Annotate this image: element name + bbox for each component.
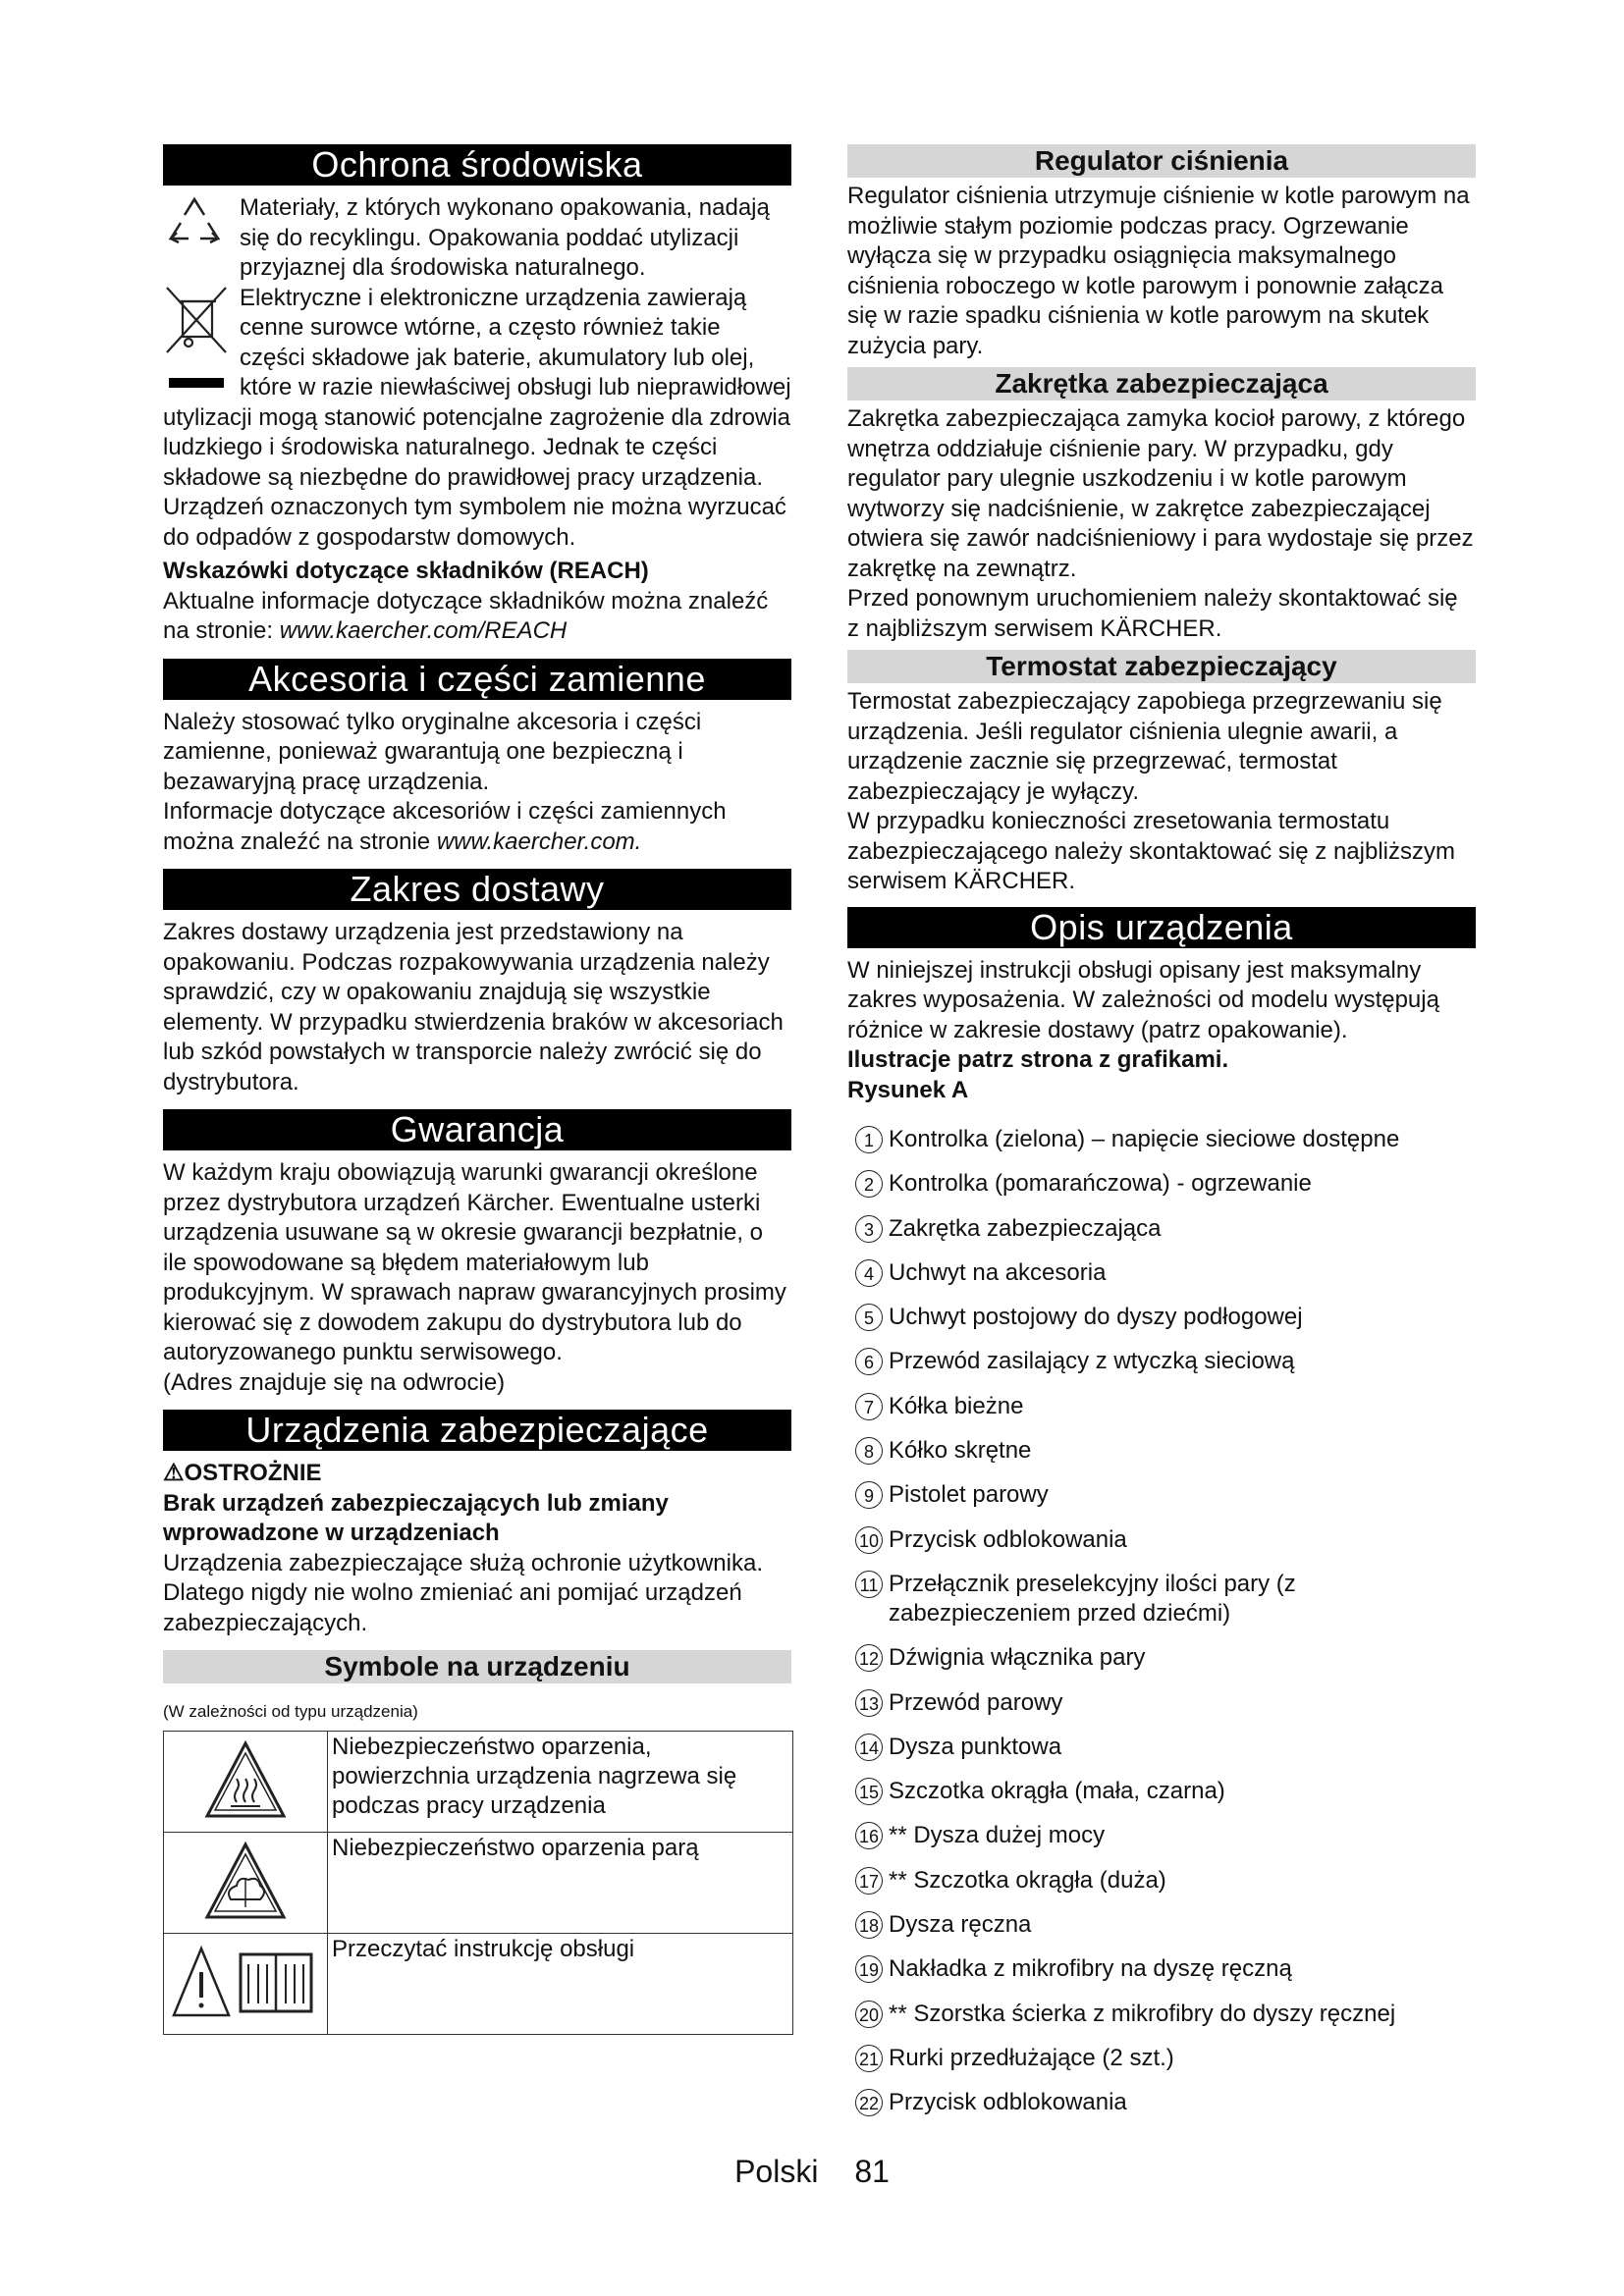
item-number-badge: 16 — [855, 1822, 883, 1849]
scope-paragraph: Zakres dostawy urządzenia jest przedstawiony na opakowaniu. Podczas rozpakowywania urządzenia należy sprawdzić, czy w opakowaniu znajdują się wszystkie elementy. W przypadku stwierdzenia braków w akcesoriach lub szkód powstałych w transporcie należy zwrócić się do dystrybutora. — [163, 919, 784, 1095]
acc-text: Informacje dotyczące akcesoriów i części zamiennych można znaleźć na stronie — [163, 798, 727, 855]
warranty-paragraph-2: (Adres znajduje się na odwrocie) — [163, 1368, 506, 1396]
legend-item — [847, 1866, 1476, 1896]
legend-item — [847, 1169, 1476, 1199]
heading-warranty: Gwarancja — [163, 1109, 791, 1150]
cap-paragraph-1: Zakrętka zabezpieczająca zamyka kocioł parowy, z którego wnętrza oddziałuje ciśnienie pary. W przypadku, gdy regulator pary ulegnie uszkodzeniu i w kotle parowym wytworzy się nadciśnienie, w zakrętce zabezpieczającej otwiera się zawór nadciśnieniowy i para wydostaje się przez zakrętkę na zewnątrz. — [847, 405, 1474, 582]
symbol-text-2: Niebezpieczeństwo oparzenia parą — [328, 1833, 793, 1934]
regulator-paragraph: Regulator ciśnienia utrzymuje ciśnienie w kotle parowym na możliwie stałym poziomie podczas pracy. Ogrzewanie wyłącza się w przypadku osiągnięcia maksymalnego ciśnienia roboczego w kotle parowym i ponownie załącza się w razie spadku ciśnienia w kotle parowym na skutek zużycia pary. — [847, 183, 1470, 359]
item-number-badge: 8 — [855, 1437, 883, 1465]
legend-item — [847, 1436, 1476, 1466]
symbol-text-1: Niebezpieczeństwo oparzenia, powierzchnia urządzenia nagrzewa się podczas pracy urządzenia — [328, 1732, 793, 1833]
item-number-badge: 6 — [855, 1348, 883, 1375]
legend-item — [847, 1303, 1476, 1332]
item-number-badge: 13 — [855, 1689, 883, 1717]
item-number-badge: 15 — [855, 1778, 883, 1805]
item-label: ** Szczotka okrągła (duża) — [889, 1866, 1166, 1894]
item-label: Kółko skrętne — [889, 1437, 1032, 1465]
item-number-badge: 19 — [855, 1955, 883, 1983]
heading-environment: Ochrona środowiska — [163, 144, 791, 186]
legend-item — [847, 1954, 1476, 1984]
heading-symbols: Symbole na urządzeniu — [163, 1650, 791, 1683]
legend-item — [847, 1347, 1476, 1376]
hot-surface-icon — [164, 1732, 328, 1833]
steam-hazard-icon — [164, 1833, 328, 1934]
item-label: Przewód parowy — [889, 1688, 1063, 1716]
item-label: Przełącznik preselekcyjny ilości pary (z zabezpieczeniem przed dziećmi) — [889, 1570, 1296, 1627]
legend-item — [847, 1570, 1476, 1629]
safety-paragraph-1: Urządzenia zabezpieczające służą ochronie użytkownika. — [163, 1549, 763, 1576]
thermostat-paragraph-2: W przypadku konieczności zresetowania termostatu zabezpieczającego należy skontaktować się z najbliższym serwisem KÄRCHER. — [847, 808, 1455, 894]
item-number-badge: 14 — [855, 1734, 883, 1761]
item-label: Uchwyt postojowy do dyszy podłogowej — [889, 1304, 1303, 1331]
legend-item — [847, 1821, 1476, 1850]
legend-item — [847, 1643, 1476, 1673]
crossed-bin-icon — [163, 284, 234, 401]
weee-block — [163, 284, 791, 554]
item-number-badge: 1 — [855, 1126, 883, 1153]
cap-paragraph-2: Przed ponownym uruchomieniem należy skontaktować się z najbliższym serwisem KÄRCHER. — [847, 585, 1458, 642]
safety-paragraph-2: Dlatego nigdy nie wolno zmieniać ani pomijać urządzeń zabezpieczających. — [163, 1579, 742, 1636]
item-number-badge: 11 — [855, 1571, 883, 1598]
heading-device-description: Opis urządzenia — [847, 907, 1476, 948]
item-number-badge: 17 — [855, 1867, 883, 1895]
legend-item — [847, 1910, 1476, 1940]
symbols-note: (W zależności od typu urządzenia) — [163, 1702, 418, 1721]
legend-item — [847, 1777, 1476, 1806]
page-footer — [0, 2154, 1624, 2190]
figure-label: Rysunek A — [847, 1076, 969, 1103]
heading-pressure-regulator: Regulator ciśnienia — [847, 144, 1476, 178]
item-number-badge: 18 — [855, 1911, 883, 1939]
warranty-paragraph-1: W każdym kraju obowiązują warunki gwarancji określone przez dystrybutora urządzeń Kärcher. Ewentualne usterki urządzenia usuwane są w okresie gwarancji bezpłatnie, o ile spowodowane są błędem materiałowym lub produkcyjnym. W sprawach napraw gwarancyjnych prosimy kierować się z dowodem zakupu do dystrybutora lub do autoryzowanego punktu serwisowego. — [163, 1159, 786, 1365]
item-label: Nakładka z mikrofibry na dyszę ręczną — [889, 1955, 1292, 1983]
item-label: Kontrolka (pomarańczowa) - ogrzewanie — [889, 1170, 1312, 1198]
item-label: ** Szorstka ścierka z mikrofibry do dyszy ręcznej — [889, 2000, 1396, 2027]
item-number-badge: 21 — [855, 2045, 883, 2072]
item-label: Przewód zasilający z wtyczką sieciową — [889, 1348, 1295, 1375]
item-label: Pistolet parowy — [889, 1481, 1049, 1509]
illustrations-note: Ilustracje patrz strona z grafikami. — [847, 1046, 1229, 1073]
legend-item — [847, 1258, 1476, 1288]
item-number-badge: 3 — [855, 1215, 883, 1243]
item-number-badge: 5 — [855, 1304, 883, 1331]
item-number-badge: 20 — [855, 2001, 883, 2028]
item-number-badge: 9 — [855, 1481, 883, 1509]
reach-heading: Wskazówki dotyczące składników (REACH) — [163, 558, 649, 584]
item-label: Dysza ręczna — [889, 1911, 1032, 1939]
right-column — [847, 144, 1476, 2133]
item-number-badge: 4 — [855, 1259, 883, 1287]
legend-item — [847, 2000, 1476, 2029]
item-number-badge: 7 — [855, 1393, 883, 1420]
footer-language: Polski — [734, 2154, 819, 2189]
legend-item — [847, 2088, 1476, 2117]
item-label: Zakrętka zabezpieczająca — [889, 1214, 1162, 1242]
symbol-row — [164, 1934, 793, 2035]
acc-paragraph-2 — [163, 797, 791, 857]
item-label: Uchwyt na akcesoria — [889, 1258, 1107, 1286]
item-label: Przycisk odblokowania — [889, 1525, 1127, 1553]
acc-paragraph-1: Należy stosować tylko oryginalne akcesoria i części zamienne, ponieważ gwarantują one bezpieczną i bezawaryjną pracę urządzenia. — [163, 708, 702, 795]
legend-item — [847, 1733, 1476, 1762]
legend-item — [847, 1688, 1476, 1718]
reach-link[interactable]: www.kaercher.com/REACH — [279, 617, 568, 644]
item-number-badge: 10 — [855, 1526, 883, 1554]
component-legend — [847, 1125, 1476, 2117]
env-paragraph-2: Elektryczne i elektroniczne urządzenia zawierają cenne surowce wtórne, a często również takie części składowe jak baterie, akumulatory lub olej, które w razie niewłaściwej obsługi lub nieprawidłowej utylizacji mogą stanowić potencjalne zagrożenie dla zdrowia ludzkiego i środowiska naturalnego. Jednak te części składowe są niezbędne do prawidłowej pracy urządzenia. Urządzeń oznaczonych tym symbolem nie można wyrzucać do odpadów z gospodarstw domowych. — [163, 284, 791, 551]
symbol-row — [164, 1732, 793, 1833]
caution-bold-text: Brak urządzeń zabezpieczających lub zmiany wprowadzone w urządzeniach — [163, 1489, 669, 1546]
item-label: ** Dysza dużej mocy — [889, 1822, 1106, 1849]
symbol-text-3: Przeczytać instrukcję obsługi — [328, 1934, 793, 2035]
acc-link[interactable]: www.kaercher.com. — [436, 828, 642, 855]
item-label: Kontrolka (zielona) – napięcie sieciowe dostępne — [889, 1126, 1400, 1152]
item-number-badge: 2 — [855, 1170, 883, 1198]
heading-safety-devices: Urządzenia zabezpieczające — [163, 1410, 791, 1451]
symbol-row — [164, 1833, 793, 1934]
caution-label: ⚠OSTROŻNIE — [163, 1460, 322, 1486]
heading-scope: Zakres dostawy — [163, 869, 791, 910]
legend-item — [847, 1214, 1476, 1244]
legend-item — [847, 1392, 1476, 1421]
legend-item — [847, 1480, 1476, 1510]
heading-thermostat: Termostat zabezpieczający — [847, 650, 1476, 683]
item-label: Szczotka okrągła (mała, czarna) — [889, 1778, 1225, 1805]
env-paragraph-1: Materiały, z których wykonano opakowania, nadają się do recyklingu. Opakowania poddać utylizacji przyjaznej dla środowiska naturalnego. — [240, 194, 770, 281]
reach-text: Aktualne informacje dotyczące składników można znaleźć na stronie: — [163, 587, 769, 644]
page-number: 81 — [854, 2154, 890, 2189]
read-manual-icon — [164, 1934, 328, 2035]
heading-safety-cap: Zakrętka zabezpieczająca — [847, 367, 1476, 400]
item-number-badge: 22 — [855, 2089, 883, 2116]
recycling-icon — [163, 193, 234, 272]
heading-accessories: Akcesoria i części zamienne — [163, 659, 791, 700]
item-label: Przycisk odblokowania — [889, 2089, 1127, 2116]
thermostat-paragraph-1: Termostat zabezpieczający zapobiega przegrzewaniu się urządzenia. Jeśli regulator ciśnienia ulegnie awarii, a urządzenie zacznie się przegrzewać, termostat zabezpieczający je wyłączy. — [847, 688, 1442, 805]
reach-paragraph — [163, 587, 791, 647]
item-number-badge: 12 — [855, 1644, 883, 1672]
legend-item — [847, 1525, 1476, 1555]
item-label: Dysza punktowa — [889, 1733, 1062, 1760]
item-label: Kółka bieżne — [889, 1392, 1024, 1419]
legend-item — [847, 2044, 1476, 2073]
legend-item — [847, 1125, 1476, 1154]
item-label: Rurki przedłużające (2 szt.) — [889, 2044, 1174, 2071]
recycling-block — [163, 193, 791, 284]
description-paragraph: W niniejszej instrukcji obsługi opisany jest maksymalny zakres wyposażenia. W zależności od modelu występują różnice w zakresie dostawy (patrz opakowanie). — [847, 956, 1439, 1043]
left-column — [163, 144, 791, 2035]
item-label: Dźwignia włącznika pary — [889, 1644, 1146, 1672]
symbols-table — [163, 1731, 793, 2035]
